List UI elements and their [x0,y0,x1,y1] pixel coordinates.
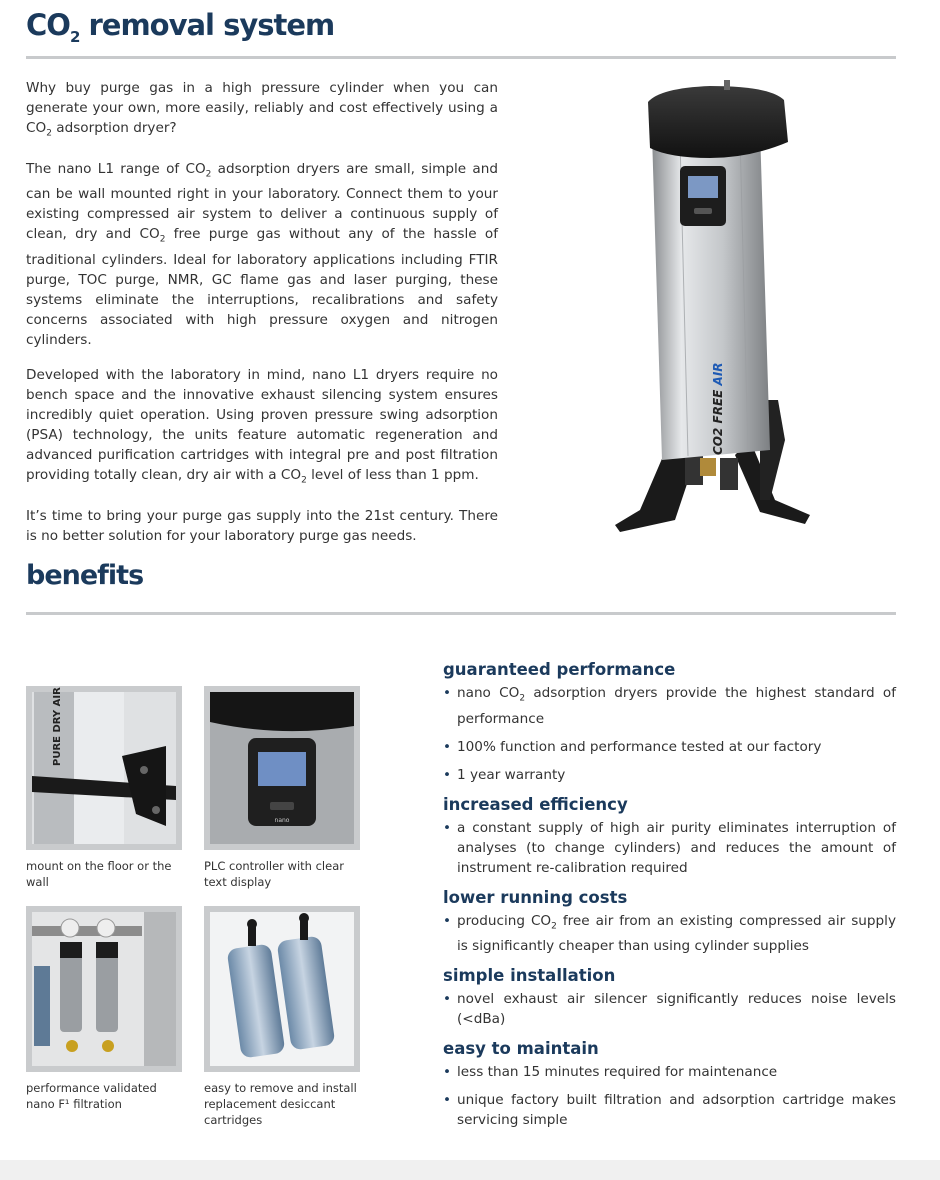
title-divider [26,56,896,59]
benefit-item: • novel exhaust air silencer significantly reduces noise levels (<dBa) [443,989,896,1029]
intro-paragraph-3: Developed with the laboratory in mind, nano L1 dryers require no bench space and the innovative exhaust silencing system ensures incredibly quiet operation. Using proven pressure swing adsorption (PSA) technology, the units feature automatic regeneration and advanced purification cartridges with integral pre and post filtration providing totally clean, dry air with a $CO_2$ level of less than 1 ppm. [26,367,498,486]
caption-cartridges: easy to remove and install replacement desiccant cartridges [204,1081,357,1127]
caption-controller: PLC controller with clear text display [204,859,344,889]
benefit-item: • nano $CO_2$ adsorption dryers provide the highest standard of performance [443,683,896,729]
intro-text [26,78,498,561]
benefits-heading: benefits [26,560,144,591]
benefit-item: • less than 15 minutes required for maintenance [443,1062,896,1082]
benefit-item: • unique factory built filtration and adsorption cartridge makes servicing simple [443,1090,896,1130]
benefit-heading-costs: lower running costs [443,887,628,907]
footer-band [0,1160,940,1180]
caption-wall-mount: mount on the floor or the wall [26,859,172,889]
intro-paragraph-1: Why buy purge gas in a high pressure cylinder when you can generate your own, more easily, reliably and cost effectively using a $CO_2$ adsorption dryer? [26,80,498,139]
benefit-heading-efficiency: increased efficiency [443,794,628,814]
benefit-item: • 1 year warranty [443,765,896,785]
nano-logo: nano [274,817,290,824]
controller-photo [204,686,360,850]
benefit-item: • producing $CO_2$ free air from an existing compressed air supply is significantly cheaper than using cylinder supplies [443,911,896,957]
cartridges-photo [204,906,360,1072]
benefit-item: • a constant supply of high air purity eliminates interruption of analyses (to change cylinders) and reduces the amount of instrument re-calibration required [443,818,896,878]
benefit-item: • 100% function and performance tested at our factory [443,737,896,757]
page-title: $CO_2$ removal system [26,8,335,46]
benefits-divider [26,612,896,615]
benefit-heading-performance: guaranteed performance [443,660,676,679]
product-label: CO2 FREE AIR [711,362,725,455]
benefit-heading-installation: simple installation [443,966,616,986]
filtration-photo [26,906,182,1072]
intro-paragraph-4: It’s time to bring your purge gas supply into the 21st century. There is no better solution for your laboratory purge gas needs. [26,507,498,544]
intro-paragraph-2: The nano L1 range of $CO_2$ adsorption dryers are small, simple and can be wall mounted right in your laboratory. Connect them to your existing compressed air system to deliver a continuous supply of clean, dry and $CO_2$ free purge gas without any of the hassle of traditional cylinders. Ideal for laboratory applications including FTIR purge, TOC purge, NMR, GC flame gas and laser purging, these systems eliminate the interruptions, recalibrations and safety concerns associated with high pressure oxygen and nitrogen cylinders. [26,160,499,349]
benefits-list [443,660,896,1140]
caption-filtration: performance validated nano F¹ filtration [26,1081,157,1111]
wall-mount-photo [26,686,182,850]
benefit-heading-maintenance: easy to maintain [443,1039,599,1059]
product-image [600,80,830,540]
wall-photo-label: PURE DRY AIR [52,687,63,766]
